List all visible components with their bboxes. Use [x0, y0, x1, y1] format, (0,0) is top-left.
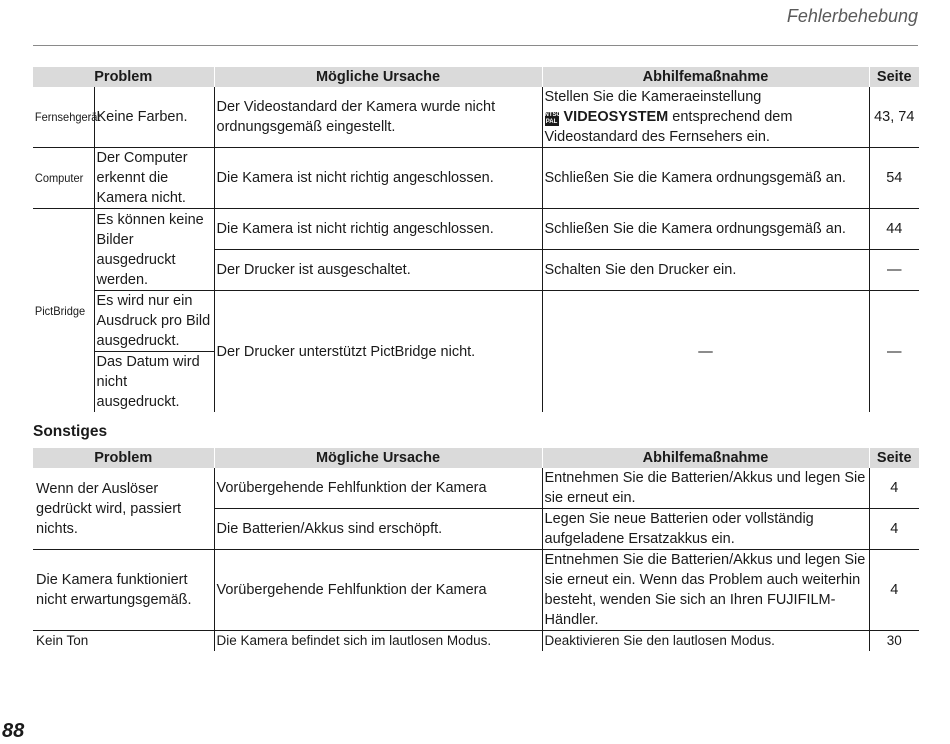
- table-row: [33, 87, 919, 148]
- remedy-cell: Entnehmen Sie die Batterien/Akkus und legen Sie sie erneut ein.: [542, 468, 869, 509]
- category-computer: Computer: [33, 148, 89, 209]
- remedy-cell: Entnehmen Sie die Batterien/Akkus und legen Sie sie erneut ein. Wenn das Problem auch weiterhin besteht, wenden Sie sich an Ihren FUJIFILM-Händler.: [542, 550, 869, 631]
- cause-cell: Die Kamera ist nicht richtig angeschlossen.: [214, 148, 542, 209]
- cause-cell: Der Videostandard der Kamera wurde nicht ordnungsgemäß eingestellt.: [214, 87, 542, 148]
- problem-cell: Wenn der Auslöser gedrückt wird, passiert nichts.: [36, 480, 182, 537]
- column-header-remedy: Abhilfemaßnahme: [542, 67, 869, 87]
- page-reference: —: [869, 250, 919, 291]
- column-header-problem: Problem: [33, 67, 214, 87]
- page-reference: 4: [869, 550, 919, 631]
- column-header-cause: Mögliche Ursache: [214, 448, 542, 468]
- ntsc-pal-icon: NTSC PAL: [544, 112, 561, 125]
- remedy-cell: Legen Sie neue Batterien oder vollständig aufgeladene Ersatzakkus ein.: [542, 509, 869, 550]
- problem-cell: Keine Farben.: [94, 87, 214, 148]
- table-header-row: [33, 67, 919, 87]
- remedy-cell: Schließen Sie die Kamera ordnungsgemäß an.: [542, 209, 869, 250]
- page-reference: 30: [869, 631, 919, 652]
- problem-cell: Die Kamera funktioniert nicht erwartungsgemäß.: [33, 550, 214, 631]
- remedy-cell: Deaktivieren Sie den lautlosen Modus.: [542, 631, 869, 652]
- table-row: [33, 468, 919, 509]
- problem-cell: Kein Ton: [33, 631, 214, 652]
- table-row: [33, 631, 919, 652]
- problem-cell: Es können keine Bilder ausgedruckt werden.: [94, 209, 214, 291]
- remedy-text: entsprechend dem Videostandard des Fernsehers ein.: [544, 109, 793, 145]
- cause-cell: Die Kamera ist nicht richtig angeschlossen.: [214, 209, 542, 250]
- page-reference: 54: [869, 148, 919, 209]
- remedy-cell: Schließen Sie die Kamera ordnungsgemäß an.: [542, 148, 869, 209]
- problem-cell: Es wird nur ein Ausdruck pro Bild ausgedruckt.: [94, 291, 214, 352]
- cause-cell: Die Batterien/Akkus sind erschöpft.: [214, 509, 542, 550]
- cause-cell: Der Drucker unterstützt PictBridge nicht.: [214, 291, 542, 413]
- page-reference: 43, 74: [869, 87, 919, 148]
- page-number: 88: [2, 720, 25, 742]
- cause-cell: Vorübergehende Fehlfunktion der Kamera: [214, 550, 542, 631]
- table-row: [33, 148, 919, 209]
- cause-cell: Der Drucker ist ausgeschaltet.: [214, 250, 542, 291]
- column-header-page: Seite: [869, 67, 919, 87]
- column-header-page: Seite: [869, 448, 919, 468]
- problem-cell: Das Datum wird nicht ausgedruckt.: [94, 352, 214, 413]
- category-tv: Fernsehgerät: [34, 110, 101, 124]
- problem-cell: Der Computer erkennt die Kamera nicht.: [94, 148, 214, 209]
- page-reference: 4: [869, 468, 919, 509]
- cause-cell: Die Kamera befindet sich im lautlosen Modus.: [214, 631, 542, 652]
- cause-cell: Vorübergehende Fehlfunktion der Kamera: [214, 468, 542, 509]
- remedy-cell: Schalten Sie den Drucker ein.: [542, 250, 869, 291]
- header-divider: [33, 45, 918, 46]
- table-row: [33, 209, 919, 250]
- troubleshooting-table-other: [33, 448, 919, 651]
- category-pictbridge: PictBridge: [33, 209, 89, 413]
- table-row: [33, 291, 919, 352]
- page-reference: 44: [869, 209, 919, 250]
- remedy-text: Stellen Sie die Kameraeinstellung: [544, 89, 762, 105]
- troubleshooting-table-connections: [33, 67, 919, 412]
- remedy-cell: —: [542, 291, 869, 413]
- remedy-cell: [542, 87, 869, 148]
- column-header-remedy: Abhilfemaßnahme: [542, 448, 869, 468]
- section-title-other: Sonstiges: [33, 423, 108, 440]
- page-reference: —: [869, 291, 919, 413]
- table-header-row: [33, 448, 919, 468]
- page-reference: 4: [869, 509, 919, 550]
- menu-option-videosystem: VIDEOSYSTEM: [563, 109, 669, 125]
- column-header-problem: Problem: [33, 448, 214, 468]
- column-header-cause: Mögliche Ursache: [214, 67, 542, 87]
- table-row: [33, 550, 919, 631]
- section-header-title: Fehlerbehebung: [786, 6, 918, 26]
